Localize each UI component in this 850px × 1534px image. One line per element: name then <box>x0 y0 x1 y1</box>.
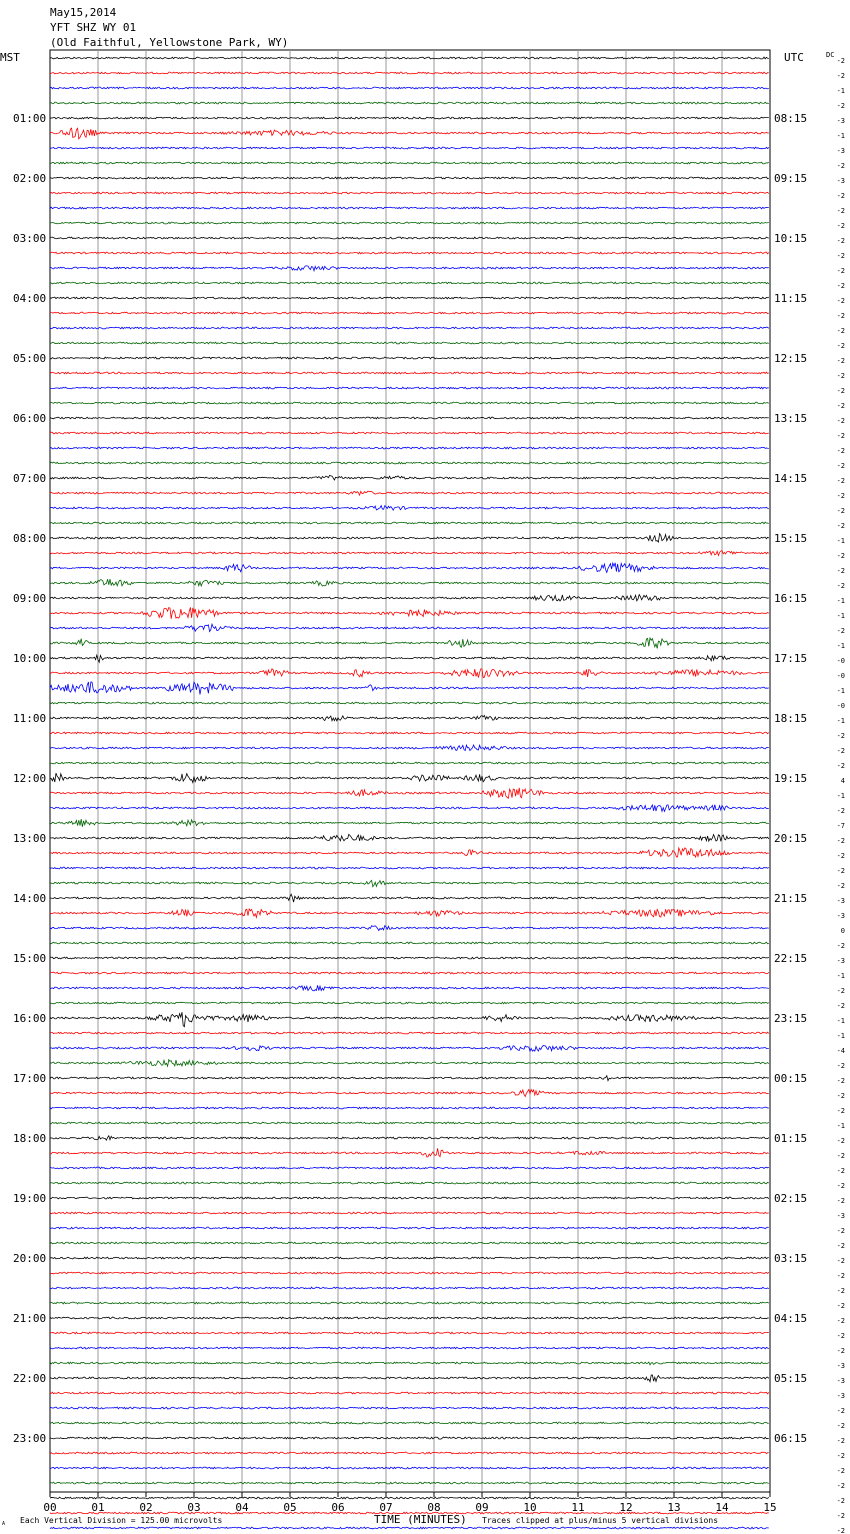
dc-offset-label: -2 <box>836 882 845 890</box>
dc-offset-label: -2 <box>836 297 845 305</box>
x-tick-label: 11 <box>571 1501 585 1514</box>
trace-line <box>50 1302 769 1304</box>
dc-offset-label: -3 <box>836 1377 845 1385</box>
dc-offset-label: -2 <box>836 1317 845 1325</box>
trace-line <box>50 942 769 944</box>
trace-line <box>50 1482 769 1484</box>
hour-label-mst: 11:00 <box>13 712 47 725</box>
hour-label-mst: 22:00 <box>13 1372 47 1385</box>
plot-frame <box>50 50 770 1492</box>
x-tick-label: 10 <box>523 1501 537 1514</box>
dc-offset-label: -2 <box>836 162 845 170</box>
trace-line <box>50 1332 769 1334</box>
dc-offset-label: -2 <box>836 1482 845 1490</box>
trace-line <box>50 1167 769 1169</box>
dc-offset-label: -2 <box>836 282 845 290</box>
trace-line <box>50 475 769 480</box>
trace-line <box>50 715 769 720</box>
dc-offset-label: -2 <box>836 477 845 485</box>
trace-line <box>50 1122 769 1124</box>
hour-label-utc: 10:15 <box>774 232 808 245</box>
trace-line <box>50 682 769 694</box>
x-tick-label: 07 <box>379 1501 393 1514</box>
dc-offset-label: -1 <box>836 972 845 980</box>
trace-line <box>50 1032 769 1034</box>
dc-offset-label: 0 <box>840 927 845 935</box>
trace-line <box>50 252 769 254</box>
x-tick-label: 15 <box>763 1501 777 1514</box>
dc-offset-label: -2 <box>836 1272 845 1280</box>
trace-line <box>50 880 769 886</box>
trace-line <box>50 805 769 812</box>
trace-line <box>50 1347 769 1349</box>
trace-line <box>50 1136 769 1140</box>
dc-offset-label: -3 <box>836 147 845 155</box>
trace-line <box>50 788 769 798</box>
hour-label-mst: 04:00 <box>13 292 47 305</box>
dc-offset-label: -2 <box>836 1512 845 1520</box>
hour-label-utc: 18:15 <box>774 712 808 725</box>
trace-line <box>50 1148 769 1157</box>
dc-offset-label: -2 <box>836 867 845 875</box>
hour-label-mst: 17:00 <box>13 1072 47 1085</box>
trace-line <box>50 72 769 74</box>
x-tick-label: 08 <box>427 1501 441 1514</box>
dc-offset-label: -2 <box>836 342 845 350</box>
dc-offset-label: -2 <box>836 1197 845 1205</box>
hour-label-utc: 09:15 <box>774 172 808 185</box>
dc-offset-label: -0 <box>836 672 845 680</box>
dc-offset-label: -2 <box>836 72 845 80</box>
trace-line <box>50 1392 769 1394</box>
dc-offset-label: -2 <box>836 1077 845 1085</box>
dc-offset-label: -2 <box>836 987 845 995</box>
x-tick-label: 02 <box>139 1501 153 1514</box>
trace-line <box>50 506 769 511</box>
dc-offset-label: -2 <box>836 627 845 635</box>
x-tick-label: 09 <box>475 1501 489 1514</box>
vertical-grid <box>50 50 770 1492</box>
dc-offset-label: -2 <box>836 312 845 320</box>
hour-label-utc: 21:15 <box>774 892 808 905</box>
trace-line <box>50 128 769 139</box>
trace-line <box>50 207 769 209</box>
dc-offset-label: -7 <box>836 822 845 830</box>
hour-label-mst: 16:00 <box>13 1012 47 1025</box>
dc-offset-label: -0 <box>836 657 845 665</box>
trace-line <box>50 1272 769 1274</box>
trace-line <box>50 1002 769 1004</box>
dc-offset-label: -1 <box>836 642 845 650</box>
trace-line <box>50 342 769 344</box>
trace-line <box>50 848 769 857</box>
trace-line <box>50 867 769 869</box>
trace-line <box>50 607 769 618</box>
x-tick-label: 01 <box>91 1501 105 1514</box>
dc-offset-label: -3 <box>836 177 845 185</box>
trace-line <box>50 402 769 404</box>
trace-line <box>50 357 769 359</box>
hour-label-utc: 17:15 <box>774 652 808 665</box>
hour-label-utc: 20:15 <box>774 832 808 845</box>
x-tick-label: 04 <box>235 1501 249 1514</box>
dc-offset-label: -2 <box>836 372 845 380</box>
hour-label-mst: 15:00 <box>13 952 47 965</box>
hour-label-utc: 06:15 <box>774 1432 808 1445</box>
dc-offset-label: -1 <box>836 687 845 695</box>
dc-offset-label: -2 <box>836 492 845 500</box>
dc-offset-label: -2 <box>836 327 845 335</box>
dc-offset-label: -2 <box>836 852 845 860</box>
trace-line <box>50 266 769 271</box>
dc-offset-label: -2 <box>836 1152 845 1160</box>
dc-offset-label: -2 <box>836 102 845 110</box>
dc-offset-label: -1 <box>836 132 845 140</box>
dc-offset-label: -3 <box>836 1362 845 1370</box>
x-tick-label: 13 <box>667 1501 681 1514</box>
dc-offset-label: -2 <box>836 1452 845 1460</box>
left-timezone-label: MST <box>0 51 20 64</box>
trace-line <box>50 985 769 990</box>
trace-line <box>50 491 769 495</box>
hour-label-mst: 07:00 <box>13 472 47 485</box>
trace-line <box>50 1527 769 1529</box>
trace-line <box>50 117 769 119</box>
trace-line <box>50 972 769 974</box>
dc-offset-label: -2 <box>836 57 845 65</box>
trace-line <box>50 894 769 902</box>
corner-mark: A <box>2 1521 6 1527</box>
dc-offset-label: -2 <box>836 1227 845 1235</box>
trace-line <box>50 624 769 631</box>
dc-offset-label: -2 <box>836 447 845 455</box>
trace-line <box>50 417 769 419</box>
trace-line <box>50 1467 769 1469</box>
dc-offset-label: -2 <box>836 1137 845 1145</box>
trace-line <box>50 1287 769 1289</box>
dc-offset-label: -4 <box>836 1047 845 1055</box>
hour-label-utc: 22:15 <box>774 952 808 965</box>
dc-offset-label: -2 <box>836 357 845 365</box>
dc-offset-label: -1 <box>836 1032 845 1040</box>
trace-line <box>50 1242 769 1244</box>
trace-line <box>50 312 769 314</box>
trace-line <box>50 926 769 931</box>
trace-line <box>50 102 769 104</box>
header-location: (Old Faithful, Yellowstone Park, WY) <box>50 36 289 49</box>
dc-offset-label: -2 <box>836 1257 845 1265</box>
dc-offset-label: -3 <box>836 117 845 125</box>
dc-offset-label: -2 <box>836 1527 845 1534</box>
dc-offset-label: -2 <box>836 807 845 815</box>
hour-label-utc: 13:15 <box>774 412 808 425</box>
dc-offset-label: -1 <box>836 597 845 605</box>
trace-line <box>50 447 769 449</box>
hour-label-mst: 14:00 <box>13 892 47 905</box>
trace-line <box>50 222 769 224</box>
hour-label-mst: 20:00 <box>13 1252 47 1265</box>
trace-line <box>50 773 769 782</box>
trace-line <box>50 1317 769 1319</box>
hour-label-mst: 19:00 <box>13 1192 47 1205</box>
dc-offset-label: -2 <box>836 462 845 470</box>
hour-label-mst: 09:00 <box>13 592 47 605</box>
dc-offset-label: -2 <box>836 522 845 530</box>
trace-line <box>50 1227 769 1229</box>
dc-offset-label: -1 <box>836 1017 845 1025</box>
dc-offset-label: -2 <box>836 1407 845 1415</box>
x-tick-label: 05 <box>283 1501 297 1514</box>
hour-label-utc: 14:15 <box>774 472 808 485</box>
hour-label-mst: 21:00 <box>13 1312 47 1325</box>
dc-offset-label: -2 <box>836 1167 845 1175</box>
trace-line <box>50 162 769 164</box>
hour-label-utc: 08:15 <box>774 112 808 125</box>
trace-line <box>50 1197 769 1199</box>
trace-line <box>50 1182 769 1184</box>
hour-label-mst: 08:00 <box>13 532 47 545</box>
hour-label-mst: 01:00 <box>13 112 47 125</box>
dc-offset-label: -2 <box>836 1437 845 1445</box>
trace-line <box>50 1012 769 1026</box>
trace-line <box>50 1257 769 1259</box>
x-tick-label: 03 <box>187 1501 201 1514</box>
trace-line <box>50 522 769 524</box>
dc-offset-label: -0 <box>836 702 845 710</box>
hour-label-utc: 02:15 <box>774 1192 808 1205</box>
dc-offset-label: -2 <box>836 747 845 755</box>
trace-line <box>50 177 769 179</box>
trace-line <box>50 655 769 662</box>
trace-line <box>50 327 769 329</box>
dc-offset-label: -2 <box>836 1422 845 1430</box>
hour-labels-utc <box>774 112 807 1445</box>
dc-header-label: DC <box>826 51 835 59</box>
dc-offset-label: -2 <box>836 567 845 575</box>
trace-line <box>50 192 769 194</box>
hour-label-utc: 01:15 <box>774 1132 808 1145</box>
dc-offset-label: -1 <box>836 612 845 620</box>
trace-line <box>50 1497 769 1499</box>
trace-line <box>50 1046 769 1052</box>
dc-offset-label: -2 <box>836 1182 845 1190</box>
dc-offset-label: -2 <box>836 1497 845 1505</box>
trace-line <box>50 745 769 751</box>
trace-line <box>50 1375 769 1382</box>
hour-label-mst: 06:00 <box>13 412 47 425</box>
trace-line <box>50 1452 769 1454</box>
trace-line <box>50 1107 769 1109</box>
trace-line <box>50 1060 769 1067</box>
dc-offset-label: -2 <box>836 267 845 275</box>
dc-offset-label: -2 <box>836 507 845 515</box>
dc-offset-label: -2 <box>836 432 845 440</box>
trace-line <box>50 638 769 648</box>
hour-label-mst: 13:00 <box>13 832 47 845</box>
dc-offset-label: -3 <box>836 957 845 965</box>
dc-offset-label: -2 <box>836 237 845 245</box>
dc-offset-label: -2 <box>836 192 845 200</box>
hour-label-utc: 23:15 <box>774 1012 808 1025</box>
dc-offset-label: -2 <box>836 1062 845 1070</box>
hour-label-utc: 12:15 <box>774 352 808 365</box>
trace-line <box>50 819 769 827</box>
trace-line <box>50 237 769 239</box>
dc-offset-label: -2 <box>836 1242 845 1250</box>
trace-line <box>50 1422 769 1424</box>
trace-line <box>50 297 769 299</box>
dc-offset-label: -2 <box>836 1332 845 1340</box>
x-tick-label: 00 <box>43 1501 57 1514</box>
dc-offset-label: -2 <box>836 1092 845 1100</box>
hour-label-utc: 00:15 <box>774 1072 808 1085</box>
x-axis-ticks <box>43 1492 776 1514</box>
trace-line <box>50 147 769 149</box>
x-tick-label: 06 <box>331 1501 345 1514</box>
right-timezone-label: UTC <box>784 51 804 64</box>
dc-offset-label: -2 <box>836 1287 845 1295</box>
hour-label-mst: 18:00 <box>13 1132 47 1145</box>
dc-offset-label: -3 <box>836 1212 845 1220</box>
x-axis-label: TIME (MINUTES) <box>374 1513 467 1526</box>
hour-label-mst: 10:00 <box>13 652 47 665</box>
dc-offset-label: -1 <box>836 717 845 725</box>
hour-label-utc: 16:15 <box>774 592 808 605</box>
trace-line <box>50 563 769 573</box>
trace-line <box>50 462 769 464</box>
dc-offset-label: -3 <box>836 912 845 920</box>
trace-line <box>50 957 769 959</box>
dc-offset-label: -2 <box>836 1002 845 1010</box>
hour-label-mst: 05:00 <box>13 352 47 365</box>
trace-line <box>50 1362 769 1365</box>
clip-note: Traces clipped at plus/minus 5 vertical divisions <box>482 1516 719 1525</box>
dc-offset-label: -1 <box>836 87 845 95</box>
dc-offset-label: -2 <box>836 1347 845 1355</box>
trace-line <box>50 732 769 734</box>
trace-line <box>50 909 769 918</box>
dc-offset-label: -1 <box>836 1122 845 1130</box>
hour-label-utc: 15:15 <box>774 532 808 545</box>
dc-offset-label: 4 <box>840 777 845 785</box>
x-tick-label: 12 <box>619 1501 633 1514</box>
dc-offset-label: -2 <box>836 732 845 740</box>
trace-line <box>50 87 769 89</box>
trace-lines <box>50 57 769 1534</box>
dc-offset-label: -2 <box>836 552 845 560</box>
trace-line <box>50 702 769 704</box>
trace-line <box>50 834 769 841</box>
trace-line <box>50 1090 769 1097</box>
dc-offset-label: -2 <box>836 1302 845 1310</box>
trace-line <box>50 1212 769 1214</box>
trace-line <box>50 1437 769 1439</box>
dc-offset-label: -2 <box>836 222 845 230</box>
dc-offset-label: -2 <box>836 942 845 950</box>
hour-label-mst: 02:00 <box>13 172 47 185</box>
trace-line <box>50 372 769 374</box>
dc-offset-label: -2 <box>836 252 845 260</box>
scale-note: Each Vertical Division = 125.00 microvolts <box>20 1516 223 1525</box>
hour-label-utc: 11:15 <box>774 292 808 305</box>
dc-offset-labels <box>837 57 845 1534</box>
trace-line <box>50 762 769 764</box>
header-date: May15,2014 <box>50 6 117 19</box>
dc-offset-label: -3 <box>836 897 845 905</box>
dc-offset-label: -1 <box>836 792 845 800</box>
x-tick-label: 14 <box>715 1501 729 1514</box>
dc-offset-label: -2 <box>836 417 845 425</box>
hour-label-mst: 23:00 <box>13 1432 47 1445</box>
trace-line <box>50 579 769 586</box>
dc-offset-label: -2 <box>836 1467 845 1475</box>
hour-label-utc: 19:15 <box>774 772 808 785</box>
dc-offset-label: -2 <box>836 207 845 215</box>
hour-label-utc: 05:15 <box>774 1372 808 1385</box>
dc-offset-label: -2 <box>836 387 845 395</box>
hour-labels-mst <box>13 112 46 1445</box>
hour-label-utc: 04:15 <box>774 1312 808 1325</box>
hour-label-utc: 03:15 <box>774 1252 808 1265</box>
trace-line <box>50 387 769 389</box>
dc-offset-label: -1 <box>836 537 845 545</box>
trace-line <box>50 550 769 555</box>
dc-offset-label: -2 <box>836 837 845 845</box>
trace-line <box>50 534 769 543</box>
trace-line <box>50 669 769 678</box>
trace-line <box>50 595 769 601</box>
hour-label-mst: 03:00 <box>13 232 47 245</box>
trace-line <box>50 1407 769 1409</box>
dc-offset-label: -2 <box>836 402 845 410</box>
dc-offset-label: -2 <box>836 582 845 590</box>
header-station: YFT SHZ WY 01 <box>50 21 137 34</box>
trace-line <box>50 1076 769 1081</box>
trace-line <box>50 282 769 284</box>
dc-offset-label: -3 <box>836 1392 845 1400</box>
hour-label-mst: 12:00 <box>13 772 47 785</box>
dc-offset-label: -2 <box>836 762 845 770</box>
trace-line <box>50 432 769 434</box>
trace-line <box>50 57 769 59</box>
dc-offset-label: -2 <box>836 1107 845 1115</box>
